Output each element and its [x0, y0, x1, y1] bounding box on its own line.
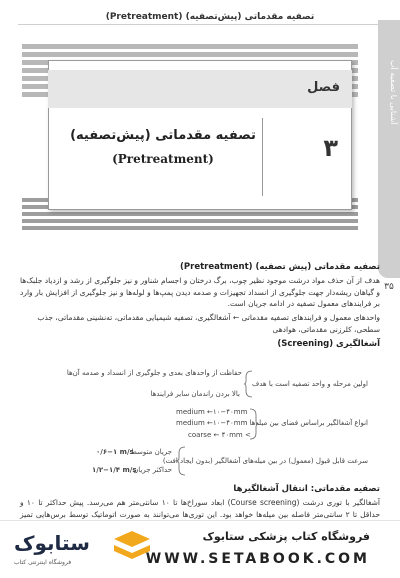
section-heading: تصفیه مقدماتی: انتقال آشغالگیرها: [233, 484, 380, 494]
decorative-stripe: [22, 226, 358, 230]
page-number: ۳۵: [384, 282, 394, 292]
section-heading: تصفیه مقدماتی (پیش تصفیه) (Pretreatment): [180, 262, 380, 272]
chapter-title-fa: تصفیه مقدماتی (پیش‌تصفیه): [70, 128, 256, 143]
annotation-text: coarse ← ۴۰mm <: [188, 431, 251, 439]
brace-icon: [244, 370, 254, 398]
brace-icon: [176, 446, 186, 476]
paragraph: واحدهای معمول و فرایندهای تصفیه مقدماتی ← آشغالگیری، تصفیه شیمیایی مقدماتی، ته‌نشینی مقدماتی، جذب سطحی، کلرزنی مقدماتی، هوادهی: [37, 312, 380, 334]
shop-name: فروشگاه کتاب پزشکی ستابوک: [202, 530, 370, 543]
annotation-text: جریان متوسط: [130, 448, 172, 456]
header-rule: [18, 24, 382, 25]
footer-banner: [0, 520, 400, 578]
chapter-number: ۳: [323, 134, 338, 162]
content-lower: [20, 484, 380, 521]
brace-icon: [250, 408, 260, 440]
section-heading: آشغالگیری (Screening): [277, 339, 380, 350]
annotation-text: ۱/۲−۱/۴ m/s: [92, 466, 137, 474]
decorative-stripe: [22, 212, 358, 216]
decorative-stripe: [22, 44, 358, 49]
logo-tagline: فروشگاه اینترنتی کتاب: [14, 559, 72, 566]
chapter-label: فصل: [307, 80, 340, 95]
annotation-text: بالا بردن راندمان سایر فرایندها: [150, 390, 240, 398]
annotation-text: حفاظت از واحدهای بعدی و جلوگیری از انسداد و صدمه آن‌ها: [66, 369, 242, 377]
side-tab: [378, 20, 400, 292]
running-head: تصفیه مقدماتی (پیش‌تصفیه) (Pretreatment): [105, 12, 315, 22]
annotation-text: سرعت قابل قبول (معمول) در بین میله‌های آشغالگیر (بدون ایجاد افت): [162, 457, 368, 465]
annotation-text: حداکثر جریان: [133, 466, 172, 474]
annotation-text: اولین مرحله و واحد تصفیه است با هدف: [251, 380, 368, 388]
paragraph: هدف از آن حذف مواد درشت موجود نظیر چوب، برگ درختان و اجسام شناور و نیز جلوگیری از رشد و ازدیاد جلبک‌ها و گیاهان ریشه‌دار جهت جلوگیری از انسداد تجهیزات و صدمه دیدن پمپ‌ها و لوله‌ها و نیز جلوگیری از افزایش بار وارد بر فرایندهای معمول تصفیه در ادامه جریان است.: [20, 276, 380, 309]
content: [20, 262, 380, 352]
logo-wordmark: ستابوک: [14, 531, 90, 555]
shop-url: WWW.SETABOOK.COM: [145, 551, 370, 567]
chapter-divider: [262, 118, 263, 196]
setabook-logo-icon: [112, 529, 152, 563]
annotation-text: medium ←۱۰−۴۰mm: [176, 408, 248, 416]
decorative-stripe: [22, 52, 358, 57]
side-tab-text: آشنایی با تصفیه آب: [389, 60, 398, 125]
annotation-text: medium ←۱۰−۴۰mm: [176, 419, 248, 427]
annotation-text: ۰/۶−۱ m/s: [96, 448, 134, 456]
annotation-text: انواع آشغالگیر براساس فضای بین میله‌ها: [249, 419, 368, 427]
paragraph: آشغالگیر با توری درشت (Course screening) ابعاد سوراخ‌ها تا ۱۰ سانتی‌متر هم می‌رسد. پیش حداکثر تا ۱۰ و حداقل تا ۲ سانتی‌متر فاصله بین میله‌ها خواهد بود. این توری‌ها می‌توانند به صورت اتوماتیک توسط برس‌هایی تمیز: [20, 498, 381, 519]
chapter-title-en: (Pretreatment): [112, 152, 214, 166]
decorative-stripe: [22, 219, 358, 223]
